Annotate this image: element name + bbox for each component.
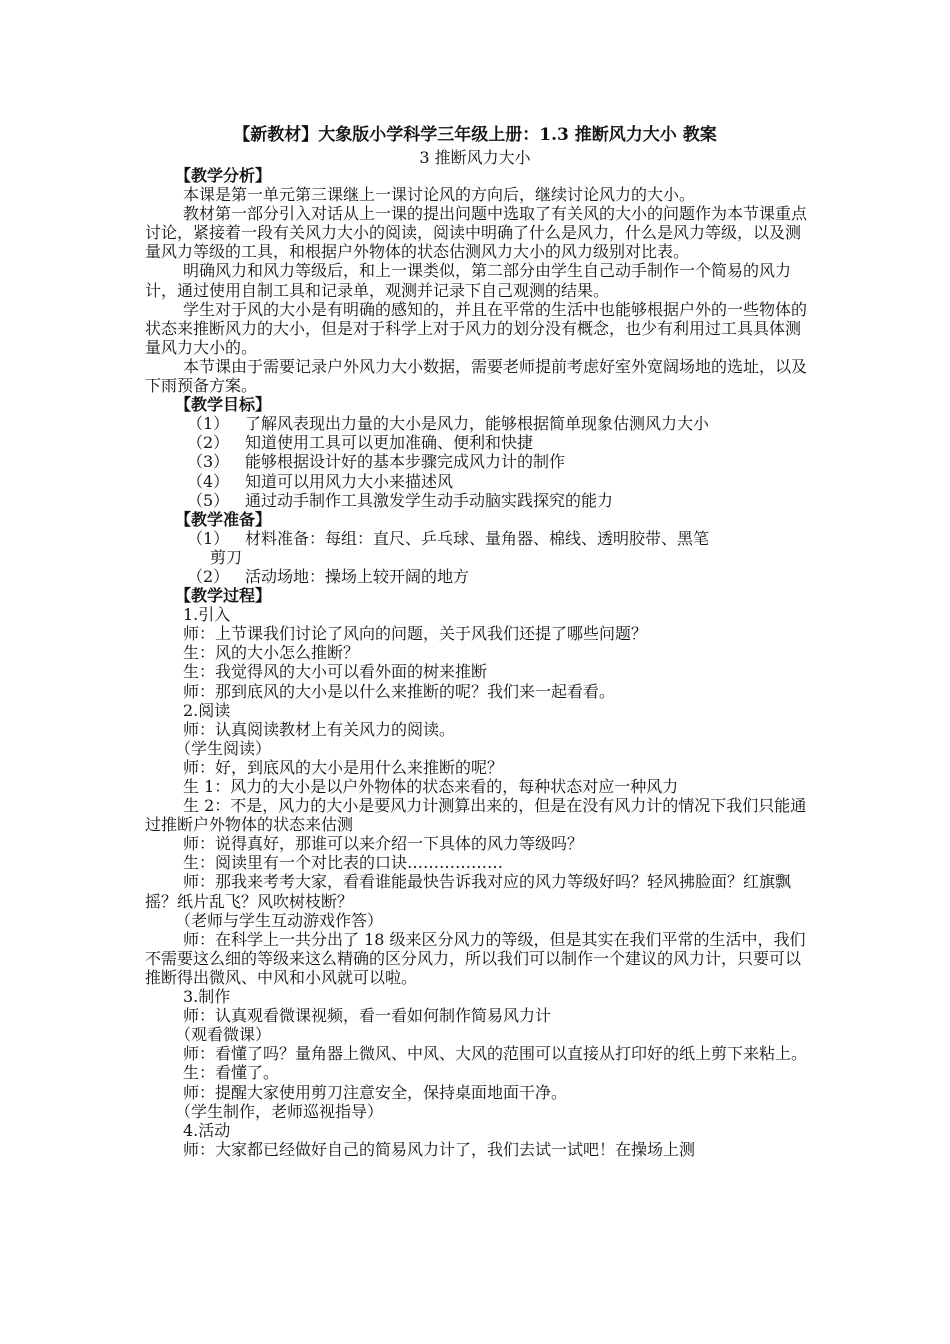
list-text: 材料准备：每组：直尺、乒乓球、量角器、棉线、透明胶带、黑笔 (245, 528, 710, 548)
list-item (145, 452, 813, 471)
list-item (145, 529, 813, 548)
paragraph: 学生对于风的大小是有明确的感知的，并且在平常的生活中也能够根据户外的一些物体的状态来推断风力的大小，但是对于科学上对于风力的划分没有概念，也少有利用过工具具体测量风力大小的。 (145, 299, 808, 357)
paragraph: 明确风力和风力等级后，和上一课类似，第二部分由学生自己动手制作一个简易的风力计，通过使用自制工具和记录单，观测并记录下自己观测的结果。 (145, 261, 792, 300)
dialog-line: 师：上节课我们讨论了风向的问题，关于风我们还提了哪些问题？ (183, 624, 648, 644)
dialog-line: （老师与学生互动游戏作答） (175, 910, 384, 930)
list-text: 知道可以用风力大小来描述风 (245, 471, 454, 491)
list-number: （1） (187, 528, 230, 548)
list-number: （4） (187, 471, 230, 491)
document-title: 【新教材】大象版小学科学三年级上册：1.3 推断风力大小 教案 (233, 125, 717, 145)
dialog-line: 师：大家都已经做好自己的简易风力计了，我们去试一试吧！在操场上测 (183, 1139, 696, 1159)
step-heading: 4.活动 (183, 1120, 231, 1140)
list-number: （5） (187, 490, 230, 510)
list-item (145, 433, 813, 452)
dialog-line: 生：看懂了。 (183, 1063, 280, 1083)
dialog-line: 生：我觉得风的大小可以看外面的树来推断 (183, 662, 488, 682)
dialog-line: （学生阅读） (175, 738, 272, 758)
dialog-line: 师：认真阅读教材上有关风力的阅读。 (183, 719, 456, 739)
list-text: 通过动手制作工具激发学生动手动脑实践探究的能力 (245, 490, 614, 510)
list-number: （2） (187, 566, 230, 586)
document-subtitle: 3 推断风力大小 (419, 148, 531, 167)
dialog-line: 师：那我来考考大家，看看谁能最快告诉我对应的风力等级好吗？轻风拂脸面？红旗飘摇？纸片乱飞？风吹树枝断？ (145, 872, 792, 911)
dialog-line: 生：阅读里有一个对比表的口诀……………… (183, 853, 504, 873)
dialog-line: （观看微课） (175, 1025, 272, 1045)
step-heading: 3.制作 (183, 987, 231, 1007)
paragraph: 教材第一部分引入对话从上一课的提出问题中选取了有关风的大小的问题作为本节课重点讨论，紧接着一段有关风力大小的阅读，阅读中明确了什么是风力，什么是风力等级，以及测量风力等级的工具，和根据户外物体的状态估测风力大小的风力级别对比表。 (145, 204, 808, 262)
list-text: 了解风表现出力量的大小是风力，能够根据简单现象估测风力大小 (245, 414, 710, 434)
list-item (145, 491, 813, 510)
dialog-line: 师：看懂了吗？量角器上微风、中风、大风的范围可以直接从打印好的纸上剪下来粘上。 (183, 1044, 808, 1064)
list-item (145, 567, 813, 586)
list-number: （2） (187, 433, 230, 453)
dialog-line: （学生制作，老师巡视指导） (175, 1101, 384, 1121)
dialog-line: 师：说得真好，那谁可以来介绍一下具体的风力等级吗？ (183, 834, 584, 854)
list-text: 知道使用工具可以更加准确、便利和快捷 (245, 433, 534, 453)
paragraph: 本课是第一单元第三课继上一课讨论风的方向后，继续讨论风力的大小。 (183, 185, 696, 205)
dialog-line: 师：提醒大家使用剪刀注意安全，保持桌面地面干净。 (183, 1082, 568, 1102)
section-heading-goals: 【教学目标】 (175, 395, 272, 415)
section-heading-process: 【教学过程】 (175, 586, 272, 606)
dialog-line: 生 1：风力的大小是以户外物体的状态来看的，每种状态对应一种风力 (183, 777, 679, 796)
step-heading: 1.引入 (183, 605, 231, 625)
list-number: （3） (187, 452, 230, 472)
list-item-continuation: 剪刀 (210, 547, 243, 567)
list-text: 能够根据设计好的基本步骤完成风力计的制作 (245, 452, 566, 472)
dialog-line: 师：那到底风的大小是以什么来推断的呢？我们来一起看看。 (183, 681, 616, 701)
list-item (145, 414, 813, 433)
step-heading: 2.阅读 (183, 700, 231, 720)
list-number: （1） (187, 414, 230, 434)
dialog-line: 生 2：不是，风力的大小是要风力计测算出来的，但是在没有风力计的情况下我们只能通过推断户外物体的状态来估测 (145, 796, 807, 835)
paragraph: 本节课由于需要记录户外风力大小数据，需要老师提前考虑好室外宽阔场地的选址，以及下雨预备方案。 (145, 356, 808, 396)
section-heading-analysis: 【教学分析】 (175, 166, 272, 185)
section-heading-prep: 【教学准备】 (175, 509, 272, 529)
list-text: 活动场地：操场上较开阔的地方 (245, 566, 470, 586)
dialog-line: 生：风的大小怎么推断？ (183, 643, 360, 663)
dialog-line: 师：认真观看微课视频，看一看如何制作简易风力计 (183, 1006, 552, 1026)
document-body (145, 166, 813, 1159)
dialog-line: 师：在科学上一共分出了 18 级来区分风力的等级，但是其实在我们平常的生活中，我们不需要这么细的等级来这么精确的区分风力，所以我们可以制作一个建议的风力计，只要可以推断得出微风、中风和小风就可以啦。 (145, 929, 806, 987)
dialog-line: 师：好，到底风的大小是用什么来推断的呢？ (183, 757, 504, 777)
list-item (145, 472, 813, 491)
